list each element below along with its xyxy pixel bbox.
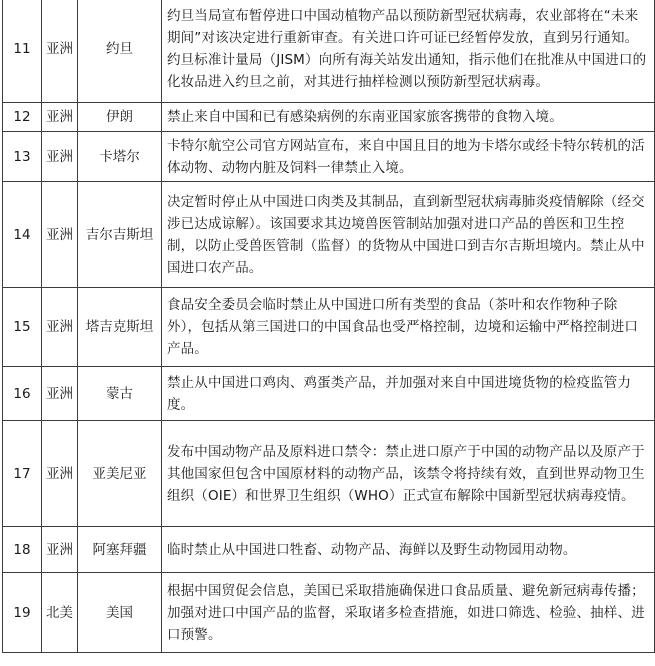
measure-cell: 食品安全委员会临时禁止从中国进口所有类型的食品（茶叶和农作物种子除外），包括从第三国进口的中国食品也受严格控制，边境和运输中严格控制进口产品。	[162, 288, 655, 367]
country-cell: 卡塔尔	[78, 132, 162, 182]
region-cell: 亚洲	[42, 103, 78, 132]
row-number: 18	[3, 527, 42, 573]
country-cell: 阿塞拜疆	[78, 527, 162, 573]
table-row	[3, 288, 655, 367]
region-cell: 亚洲	[42, 367, 78, 421]
table-row	[3, 103, 655, 132]
country-cell: 吉尔吉斯坦	[78, 182, 162, 288]
country-cell: 约旦	[78, 0, 162, 103]
region-cell: 亚洲	[42, 288, 78, 367]
region-cell: 亚洲	[42, 0, 78, 103]
region-cell: 亚洲	[42, 527, 78, 573]
region-cell: 北美	[42, 573, 78, 653]
table-row	[3, 182, 655, 288]
region-cell: 亚洲	[42, 182, 78, 288]
country-cell: 伊朗	[78, 103, 162, 132]
row-number: 13	[3, 132, 42, 182]
row-number: 11	[3, 0, 42, 103]
measure-cell: 根据中国贸促会信息，美国已采取措施确保进口食品质量、避免新冠病毒传播；加强对进口中国产品的监督，采取诸多检查措施，如进口筛选、检验、抽样、进口预警。	[162, 573, 655, 653]
table-row	[3, 132, 655, 182]
measure-cell: 临时禁止从中国进口牲畜、动物产品、海鲜以及野生动物园用动物。	[162, 527, 655, 573]
measure-cell: 约旦当局宣布暂停进口中国动植物产品以预防新型冠状病毒，农业部将在“未来期间”对该决定进行重新审查。有关进口许可证已经暂停发放，直到另行通知。约旦标准计量局（JISM）向所有海关站发出通知，指示他们在批准从中国进口的化妆品进入约旦之前，对其进行抽样检测以预防新型冠状病毒。	[162, 0, 655, 103]
table-row	[3, 527, 655, 573]
country-cell: 美国	[78, 573, 162, 653]
region-cell: 亚洲	[42, 421, 78, 527]
measure-cell: 禁止来自中国和已有感染病例的东南亚国家旅客携带的食物入境。	[162, 103, 655, 132]
row-number: 17	[3, 421, 42, 527]
table-row	[3, 367, 655, 421]
table-row	[3, 421, 655, 527]
measure-cell: 决定暂时停止从中国进口肉类及其制品，直到新型冠状病毒肺炎疫情解除（经交涉已达成谅解）。该国要求其边境兽医管制站加强对进口产品的兽医和卫生控制，以防止受兽医管制（监督）的货物从中国进口到吉尔吉斯坦境内。禁止从中国进口农产品。	[162, 182, 655, 288]
country-measures-table	[2, 0, 655, 653]
row-number: 19	[3, 573, 42, 653]
table-row	[3, 0, 655, 103]
region-cell: 亚洲	[42, 132, 78, 182]
row-number: 16	[3, 367, 42, 421]
row-number: 15	[3, 288, 42, 367]
measure-cell: 卡特尔航空公司官方网站宣布，来自中国且目的地为卡塔尔或经卡特尔转机的活体动物、动物内脏及饲料一律禁止入境。	[162, 132, 655, 182]
table-row	[3, 573, 655, 653]
row-number: 14	[3, 182, 42, 288]
row-number: 12	[3, 103, 42, 132]
country-cell: 蒙古	[78, 367, 162, 421]
country-cell: 塔吉克斯坦	[78, 288, 162, 367]
measure-cell: 发布中国动物产品及原料进口禁令：禁止进口原产于中国的动物产品以及原产于其他国家但包含中国原材料的动物产品，该禁令将持续有效，直到世界动物卫生组织（OIE）和世界卫生组织（WHO）正式宣布解除中国新型冠状病毒疫情。	[162, 421, 655, 527]
country-cell: 亚美尼亚	[78, 421, 162, 527]
measure-cell: 禁止从中国进口鸡肉、鸡蛋类产品，并加强对来自中国进境货物的检疫监管力度。	[162, 367, 655, 421]
